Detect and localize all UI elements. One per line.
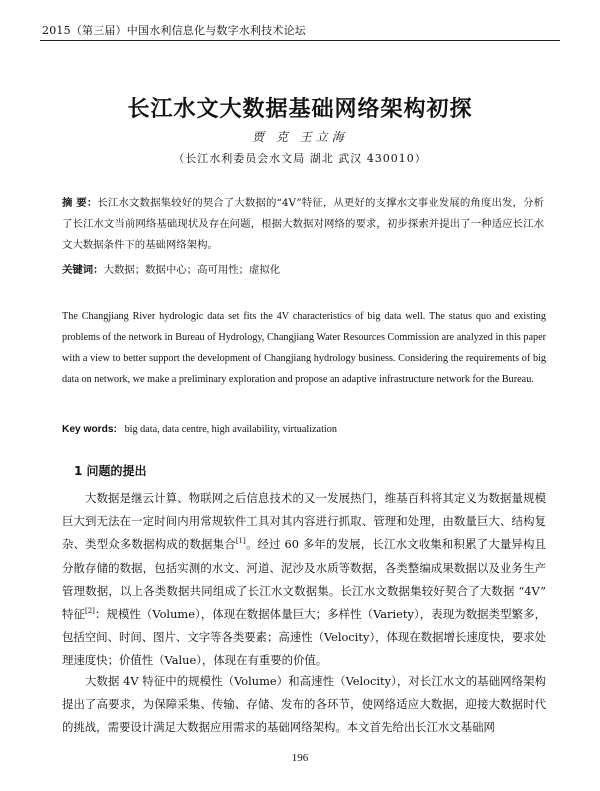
keywords-label: 关键词：	[62, 264, 104, 276]
paper-title: 长江水文大数据基础网络架构初探	[127, 97, 473, 122]
page-number: 196	[291, 752, 309, 764]
body-paragraph-1	[62, 487, 546, 673]
paragraph-1-part-a: 大数据是继云计算、物联网之后信息技术的又一发展热门，维基百科将其定义为数据量规模巨大到无法在一定时间内用常规软件工具对其内容进行抓取、管理和处理，由数量巨大、结构复杂、类型众多数据构成的数据集合	[62, 491, 546, 552]
body-paragraph-2: 大数据 4V 特征中的规模性（Volume）和高速性（Velocity），对长江水文的基础网络架构提出了高要求，为保障采集、传输、存储、发布的各环节，使网络适应大数据，迎接大数据时代的挑战，需要设计满足大数据应用需求的基础网络架构。本文首先给出长江水文基础网	[62, 674, 546, 735]
abstract-text: 长江水文数据集较好的契合了大数据的“4V”特征，从更好的支撑水文事业发展的角度出发，分析了长江水文当前网络基础现状及存在问题，根据大数据对网络的要求，初步探索并提出了一种适应长江水文大数据条件下的基础网络架构。	[62, 197, 544, 251]
running-header: 2015（第三届）中国水利信息化与数字水利技术论坛	[42, 24, 306, 37]
section-heading: 1 问题的提出	[74, 464, 147, 478]
author-names: 贾 克 王立海	[252, 130, 348, 144]
keywords-chinese	[62, 261, 544, 279]
header-rule	[40, 40, 560, 41]
citation-2: [2]	[84, 607, 95, 616]
paragraph-1-part-c: ：规模性（Volume），体现在数据体量巨大；多样性（Variety），表现为数据类型繁多，包括空间、时间、图片、文字等各类要素；高速性（Velocity），体现在数据增长速度快，要求处理速度快；价值性（Value），体现在有重要的价值。	[62, 607, 546, 668]
paragraph-1-part-b: 。经过 60 多年的发展，长江水文收集和积累了大量异构且分散存储的数据，包括实测的水文、河道、泥沙及水质等数据，各类整编成果数据以及业务生产管理数据，以上各类数据共同组成了长江水文数据集。长江水文数据集较好契合了大数据 “4V” 特征	[62, 537, 546, 622]
keywords-english	[62, 422, 544, 438]
keywords-text: 大数据；数据中心；高可用性；虚拟化	[103, 264, 281, 276]
author-affiliation: （长江水利委员会水文局 湖北 武汉 430010）	[173, 152, 427, 165]
abstract-label: 摘 要：	[62, 197, 98, 209]
keywords-en-text: big data, data centre, high availability, virtualization	[124, 424, 337, 435]
keywords-en-label: Key words:	[62, 424, 117, 435]
abstract-english: The Changjiang River hydrologic data set fits the 4V characteristics of big data well. The status quo and existing problems of the network in Bureau of Hydrology, Changjiang Water Resources Commission are analyzed in this paper with a view to better support the development of Changjiang hydrology business. Considering the requirements of big data on network, we make a preliminary exploration and propose an adaptive infrastructure network for the Bureau.	[62, 311, 546, 385]
abstract-chinese	[62, 193, 544, 256]
citation-1: [1]	[235, 537, 246, 546]
